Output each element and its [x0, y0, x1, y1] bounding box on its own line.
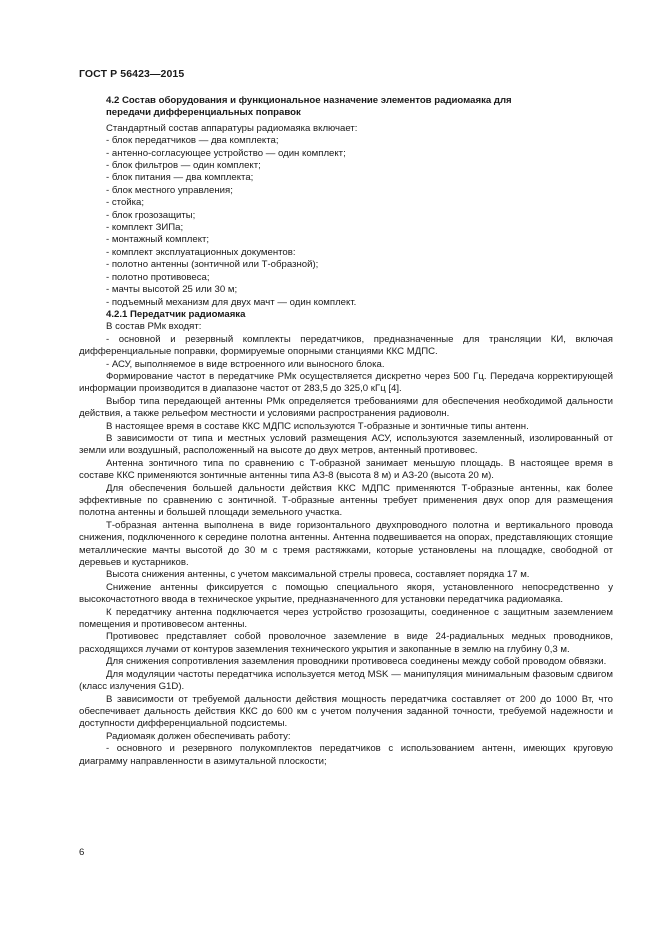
paragraph: Для модуляции частоты передатчика используется метод MSK — манипуляция минимальным фазовым сдвигом (класс излучения G1D). — [79, 668, 613, 693]
paragraph: Противовес представляет собой проволочное заземление в виде 24-радиальных медных проводников, расходящихся лучами от контуров заземления технического укрытия и закопанные в землю на глубину 0,3 м. — [79, 631, 613, 655]
paragraph: - основной и резервный комплекты передатчиков, предназначенные для трансляции КИ, включая дифференциальные поправки, формируемые опорными станциями ККС МДПС. — [79, 333, 613, 358]
paragraph: Антенна зонтичного типа по сравнению с Т-образной занимает меньшую площадь. В настоящее время в составе ККС применяются зонтичные антенны типа АЗ-8 (высота 8 м) и АЗ-20 (высота 20 м). — [79, 457, 613, 482]
page-content — [79, 95, 613, 768]
list-item: - блок фильтров — один комплект; — [106, 160, 261, 172]
page-number: 6 — [79, 847, 85, 858]
paragraph: Выбор типа передающей антенны РМк определяется требованиями для обеспечения необходимой дальности действия, а также рельефом местности и условиями распространения радиоволн. — [79, 395, 613, 420]
paragraph: Формирование частот в передатчике РМк осуществляется дискретно через 500 Гц. Передача корректирующей информации производится в диапазоне частот от 283,5 до 325,0 кГц [4]. — [79, 370, 613, 395]
paragraph: Высота снижения антенны, с учетом максимальной стрелы провеса, составляет порядка 17 м. — [106, 569, 530, 581]
list-item: - блок грозозащиты; — [106, 209, 196, 221]
list-item: - монтажный комплект; — [106, 234, 210, 246]
subsection-intro: В состав РМк входят: — [106, 321, 202, 333]
section-intro: Стандартный состав аппаратуры радиомаяка включает: — [106, 122, 358, 134]
list-item: - мачты высотой 25 или 30 м; — [106, 284, 238, 296]
section-title-line-2: передачи дифференциальных поправок — [106, 107, 301, 119]
list-item: - антенно-согласующее устройство — один комплект; — [106, 147, 346, 159]
list-item: - стойка; — [106, 197, 145, 209]
paragraph: Для снижения сопротивления заземления проводники противовеса соединены между собой проводом обвязки. — [106, 656, 607, 668]
list-item: - полотно противовеса; — [106, 271, 210, 283]
list-item: - полотно антенны (зонтичной или Т-образной); — [106, 259, 319, 271]
paragraph: Снижение антенны фиксируется с помощью специального якоря, установленного непосредственно у высокочастотного ввода в техническое укрытие, предназначенного для установки передатчика радиомаяка. — [79, 581, 613, 606]
paragraph: В зависимости от типа и местных условий размещения АСУ, используются заземленный, изолированный от земли или воздушный, расположенный на высоте до двух метров, антенный противовес. — [79, 432, 613, 457]
subsection-title: 4.2.1 Передатчик радиомаяка — [106, 308, 246, 320]
paragraph: В зависимости от требуемой дальности действия мощность передатчика составляет от 200 до 1000 Вт, что обеспечивает дальность действия ККС до 600 км с учетом получения заданной точности, требуемой надежности и доступности дифференциальной подсистемы. — [79, 693, 613, 730]
list-item: - блок передатчиков — два комплекта; — [106, 135, 279, 147]
list-item: - блок местного управления; — [106, 184, 233, 196]
list-item: - комплект эксплуатационных документов: — [106, 246, 296, 258]
paragraph: К передатчику антенна подключается через устройство грозозащиты, соединенное с защитным заземлением помещения и противовесом антенны. — [79, 606, 613, 631]
paragraph: Т-образная антенна выполнена в виде горизонтального двухпроводного полотна и вертикального провода снижения, подключенного к середине полотна антенны. Антенна подвешивается на опорах, представляющих стоящие металлические мачты высотой до 30 м с тремя растяжками, которые установлены на площадке, свободной от деревьев и кустарников. — [79, 519, 613, 569]
list-item: - подъемный механизм для двух мачт — один комплект. — [106, 296, 357, 308]
document-header: ГОСТ Р 56423—2015 — [79, 68, 185, 80]
paragraph: - основного и резервного полукомплектов передатчиков с использованием антенн, имеющих круговую диаграмму направленности в азимутальной плоскости; — [79, 743, 613, 767]
section-title-line-1: 4.2 Состав оборудования и функциональное назначение элементов радиомаяка для — [106, 95, 512, 106]
list-item: - комплект ЗИПа; — [106, 222, 184, 234]
paragraph: Для обеспечения большей дальности действия ККС МДПС применяются Т-образные антенны, как более эффективные по сравнению с зонтичной. Т-образные антенны требует применения двух опор для размещения полотна антенны и большей площади земельного участка. — [79, 482, 613, 519]
paragraph: - АСУ, выполняемое в виде встроенного или выносного блока. — [106, 358, 385, 370]
equipment-list — [106, 135, 613, 309]
paragraph: В настоящее время в составе ККС МДПС используются Т-образные и зонтичные типы антенн. — [106, 420, 529, 432]
paragraph: Радиомаяк должен обеспечивать работу: — [106, 730, 291, 742]
list-item: - блок питания — два комплекта; — [106, 172, 254, 184]
